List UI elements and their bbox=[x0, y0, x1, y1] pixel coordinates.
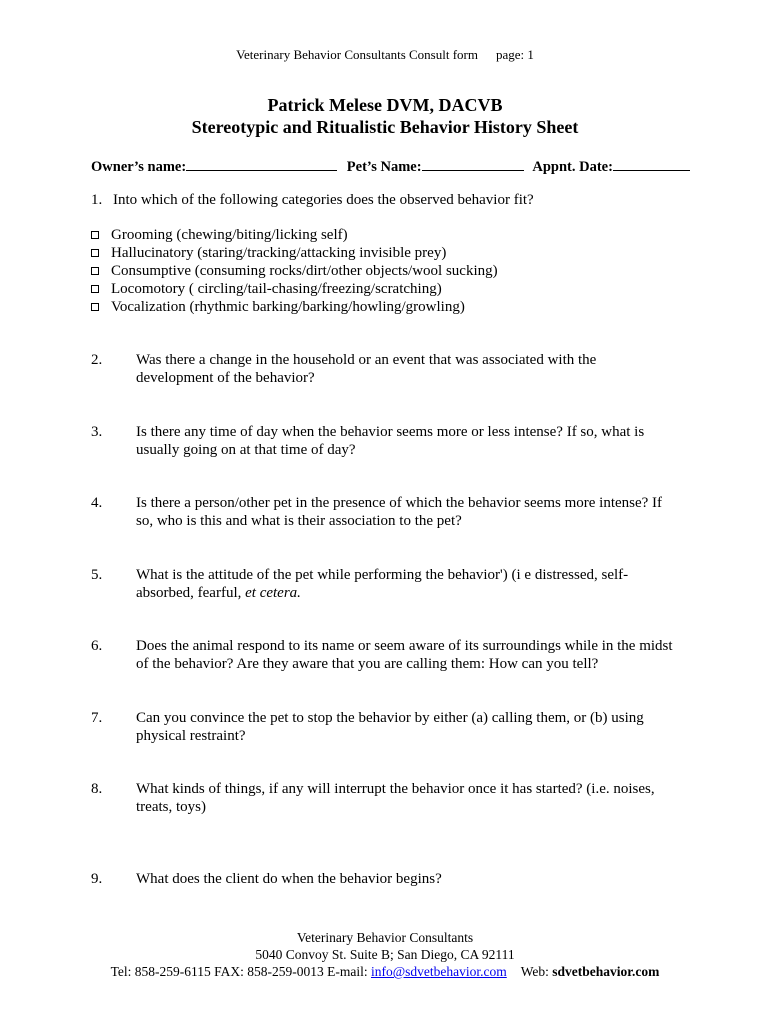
question-number: 9. bbox=[91, 871, 103, 887]
question-number: 2. bbox=[91, 352, 103, 368]
question-line: Does the animal respond to its name or seem aware of its surroundings while in the midst bbox=[136, 638, 673, 654]
footer-address: 5040 Convoy St. Suite B; San Diego, CA 92111 bbox=[255, 947, 515, 962]
question-7 bbox=[91, 709, 691, 745]
question-text: absorbed, fearful, bbox=[136, 585, 242, 601]
pet-name-label: Pet’s Name: bbox=[346, 159, 422, 175]
option-label: Hallucinatory (staring/tracking/attacking invisible prey) bbox=[111, 245, 447, 261]
question-1 bbox=[91, 192, 534, 209]
question-8 bbox=[91, 780, 691, 816]
question-text: Into which of the following categories does the observed behavior fit? bbox=[113, 192, 534, 208]
option-label: Consumptive (consuming rocks/dirt/other objects/wool sucking) bbox=[111, 263, 498, 279]
option-locomotory[interactable] bbox=[91, 280, 498, 298]
question-line: Is there any time of day when the behavior seems more or less intense? If so, what is bbox=[136, 424, 645, 440]
question-number: 1. bbox=[91, 192, 103, 208]
appointment-date-label: Appnt. Date: bbox=[532, 159, 613, 175]
question-line: usually going on at that time of day? bbox=[136, 442, 356, 458]
doctor-name-title: Patrick Melese DVM, DACVB bbox=[267, 95, 503, 115]
option-vocalization[interactable] bbox=[91, 298, 498, 316]
footer-contact bbox=[0, 963, 770, 980]
question-line: development of the behavior? bbox=[136, 370, 315, 386]
question-line: What kinds of things, if any will interrupt the behavior once it has started? (i.e. noises, bbox=[136, 781, 655, 797]
sheet-title: Stereotypic and Ritualistic Behavior History Sheet bbox=[191, 117, 579, 137]
question-9 bbox=[91, 870, 691, 888]
checkbox-icon[interactable] bbox=[91, 267, 99, 275]
form-title: Veterinary Behavior Consultants Consult form bbox=[236, 47, 478, 62]
question-3 bbox=[91, 423, 691, 459]
question-number: 4. bbox=[91, 495, 103, 511]
option-consumptive[interactable] bbox=[91, 262, 498, 280]
question-line bbox=[136, 584, 691, 602]
checkbox-icon[interactable] bbox=[91, 231, 99, 239]
question-line: Is there a person/other pet in the presence of which the behavior seems more intense? If bbox=[136, 495, 663, 511]
question-line: Was there a change in the household or an event that was associated with the bbox=[136, 352, 597, 368]
footer-phone-fax: Tel: 858-259-6115 FAX: 858-259-0013 E-mail: bbox=[110, 964, 368, 979]
pet-name-field[interactable] bbox=[422, 157, 524, 171]
question-4 bbox=[91, 494, 691, 530]
option-hallucinatory[interactable] bbox=[91, 244, 498, 262]
footer-org: Veterinary Behavior Consultants bbox=[296, 930, 474, 945]
checkbox-icon[interactable] bbox=[91, 249, 99, 257]
question-number: 5. bbox=[91, 567, 103, 583]
question-line: physical restraint? bbox=[136, 728, 246, 744]
question-6 bbox=[91, 637, 691, 673]
web-label: Web: bbox=[520, 964, 549, 979]
question-number: 8. bbox=[91, 781, 103, 797]
italic-text: et cetera. bbox=[245, 585, 301, 601]
option-label: Vocalization (rhythmic barking/barking/howling/growling) bbox=[111, 299, 465, 315]
question-2 bbox=[91, 351, 691, 387]
page-number: page: 1 bbox=[496, 47, 534, 62]
email-link[interactable]: info@sdvetbehavior.com bbox=[370, 964, 507, 979]
appointment-date-field[interactable] bbox=[613, 157, 690, 171]
checkbox-icon[interactable] bbox=[91, 285, 99, 293]
option-label: Locomotory ( circling/tail-chasing/freezing/scratching) bbox=[111, 281, 442, 297]
question-number: 7. bbox=[91, 710, 103, 726]
owner-name-label: Owner’s name: bbox=[91, 159, 187, 175]
question-5 bbox=[91, 566, 691, 602]
option-grooming[interactable] bbox=[91, 226, 498, 244]
page-header bbox=[0, 47, 770, 63]
question-line: of the behavior? Are they aware that you are calling them: How can you tell? bbox=[136, 656, 599, 672]
website-link[interactable]: sdvetbehavior.com bbox=[552, 964, 660, 979]
owner-name-field[interactable] bbox=[186, 157, 337, 171]
category-options bbox=[91, 226, 498, 316]
info-fields bbox=[91, 157, 696, 176]
checkbox-icon[interactable] bbox=[91, 303, 99, 311]
question-line: What does the client do when the behavior begins? bbox=[136, 871, 442, 887]
question-line: treats, toys) bbox=[136, 799, 206, 815]
question-number: 6. bbox=[91, 638, 103, 654]
question-line: so, who is this and what is their association to the pet? bbox=[136, 513, 462, 529]
question-line: What is the attitude of the pet while performing the behavior') (i e distressed, self- bbox=[136, 567, 629, 583]
question-number: 3. bbox=[91, 424, 103, 440]
option-label: Grooming (chewing/biting/licking self) bbox=[111, 227, 348, 243]
question-line: Can you convince the pet to stop the behavior by either (a) calling them, or (b) using bbox=[136, 710, 644, 726]
